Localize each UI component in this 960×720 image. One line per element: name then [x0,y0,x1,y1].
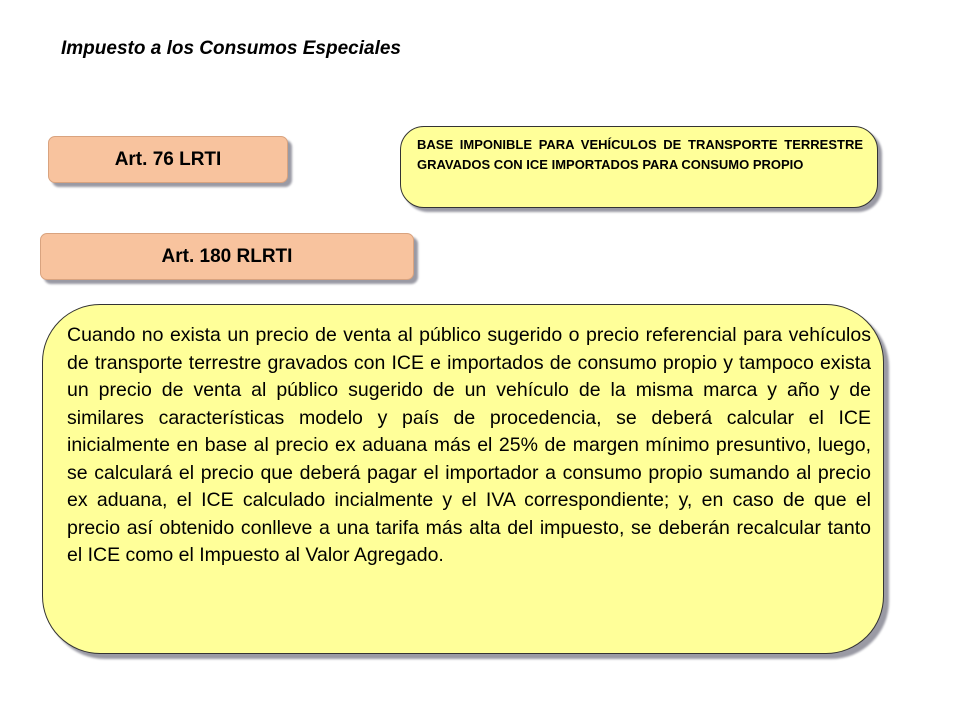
article-76-lrti-text: Art. 76 LRTI [114,148,222,170]
article-76-lrti-label [48,136,288,183]
base-imponible-box [400,126,878,208]
slide-title: Impuesto a los Consumos Especiales [61,38,401,59]
base-imponible-text: BASE IMPONIBLE PARA VEHÍCULOS DE TRANSPORTE TERRESTRE GRAVADOS CON ICE IMPORTADOS PARA CONSUMO PROPIO [417,137,863,172]
article-180-rlrti-text: Art. 180 RLRTI [161,245,293,267]
article-180-rlrti-label [40,233,414,280]
regulation-text-box [42,304,884,654]
regulation-text: Cuando no exista un precio de venta al público sugerido o precio referencial para vehículos de transporte terrestre gravados con ICE e importados de consumo propio y tampoco exista un precio de venta al público sugerido de un vehículo de la misma marca y año y de similares características modelo y país de procedencia, se deberá calcular el ICE inicialmente en base al precio ex aduana más el 25% de margen mínimo presuntivo, luego, se calculará el precio que deberá pagar el importador a consumo propio sumando al precio ex aduana, el ICE calculado incialmente y el IVA correspondiente; y, en caso de que el precio así obtenido conlleve a una tarifa más alta del impuesto, se deberán recalcular tanto el ICE como el Impuesto al Valor Agregado. [67,324,871,566]
